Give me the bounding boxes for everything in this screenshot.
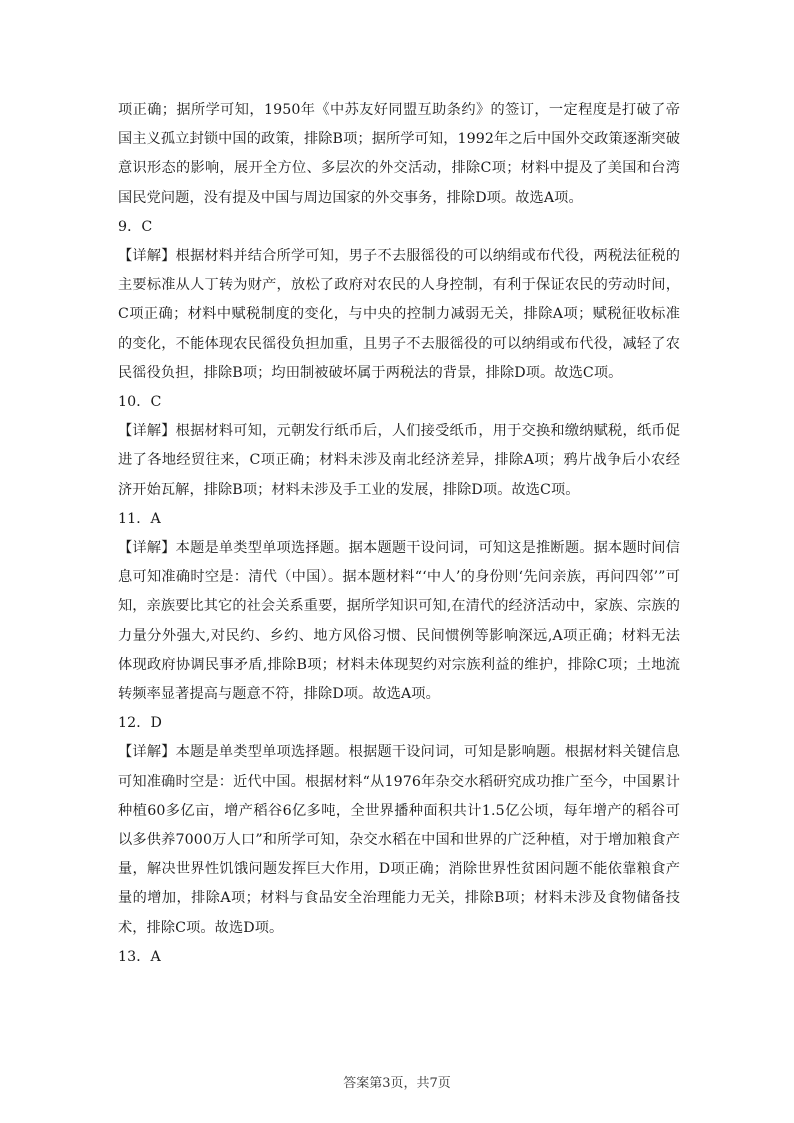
intro-explanation: 项正确；据所学可知，1950年《中苏友好同盟互助条约》的签订，一定程度是打破了帝国主义孤立封锁中国的政策，排除B项；据所学可知，1992年之后中国外交政策逐渐突破意识形态的影响，展开全方位、多层次的外交活动，排除C项；材料中提及了美国和台湾国民党问题，没有提及中国与周边国家的外交事务，排除D项。故选A项。 bbox=[118, 102, 680, 206]
question-11-explanation: 【详解】本题是单类型单项选择题。据本题题干设问词，可知这是推断题。据本题时间信息可知准确时空是：清代（中国）。据本题材料“‘中人’的身份则‘先问亲族，再问四邻’”可知，亲族要比其它的社会关系重要，据所学知识可知,在清代的经济活动中，家族、宗族的力量分外强大,对民约、乡约、地方风俗习惯、民间惯例等影响深远,A项正确；材料无法体现政府协调民事矛盾,排除B项；材料未体现契约对宗族利益的维护，排除C项；土地流转频率显著提高与题意不符，排除D项。故选A项。 bbox=[118, 540, 680, 703]
question-10-explanation: 【详解】根据材料可知，元朝发行纸币后，人们接受纸币，用于交换和缴纳赋税，纸币促进了各地经贸往来，C项正确；材料未涉及南北经济差异，排除A项；鸦片战争后小农经济开始瓦解，排除B项；材料未涉及手工业的发展，排除D项。故选C项。 bbox=[118, 423, 680, 498]
question-11-answer: 11．A bbox=[118, 510, 161, 527]
page-footer: 答案第3页，共7页 bbox=[343, 1076, 451, 1091]
question-12-answer: 12．D bbox=[118, 715, 163, 732]
question-9-answer: 9．C bbox=[118, 218, 153, 235]
question-10-answer: 10．C bbox=[118, 394, 162, 411]
answer-content bbox=[118, 96, 680, 972]
question-13-answer: 13．A bbox=[118, 948, 161, 965]
question-9-explanation: 【详解】根据材料并结合所学可知，男子不去服徭役的可以纳绢或布代役，两税法征税的主要标准从人丁转为财产，放松了政府对农民的人身控制，有利于保证农民的劳动时间，C项正确；材料中赋税制度的变化，与中央的控制力减弱无关，排除A项；赋税征收标准的变化，不能体现农民徭役负担加重，且男子不去服徭役的可以纳绢或布代役，减轻了农民徭役负担，排除B项；均田制被破坏属于两税法的背景，排除D项。故选C项。 bbox=[118, 248, 680, 381]
question-12-explanation: 【详解】本题是单类型单项选择题。根据题干设问词，可知是影响题。根据材料关键信息可知准确时空是：近代中国。根据材料“从1976年杂交水稻研究成功推广至今，中国累计种植60多亿亩，增产稻谷6亿多吨，全世界播种面积共计1.5亿公顷，每年增产的稻谷可以多供养7000万人口”和所学可知，杂交水稻在中国和世界的广泛种植，对于增加粮食产量，解决世界性饥饿问题发挥巨大作用，D项正确；消除世界性贫困问题不能依靠粮食产量的增加，排除A项；材料与食品安全治理能力无关，排除B项；材料未涉及食物储备技术，排除C项。故选D项。 bbox=[118, 744, 680, 936]
